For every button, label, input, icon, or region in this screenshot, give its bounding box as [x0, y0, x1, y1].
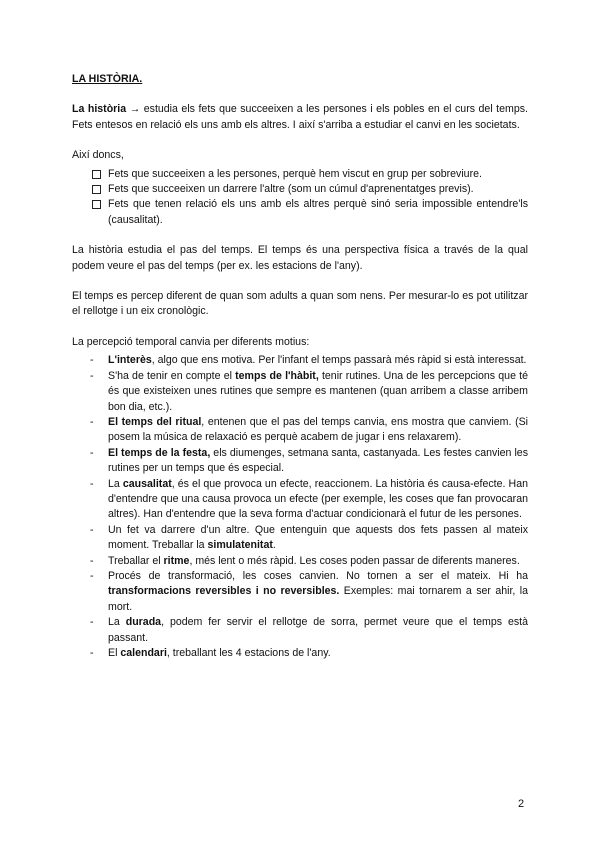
motiu-post: , podem fer servir el rellotge de sorra, permet veure que el temps està passant. — [108, 616, 528, 644]
dash-mark: - — [90, 369, 94, 382]
motiu-post: tenir rutines. Una de les percepcions que té és que existeixen unes rutines que sempre es mantenen (quan arribem a classe arribem bon dia, etc.). — [108, 369, 528, 413]
motiu-item — [72, 615, 528, 646]
arrow-glyph: → — [129, 103, 141, 116]
motiu-item — [72, 477, 528, 523]
intro-term: La història — [72, 103, 127, 116]
motiu-post: , treballant les 4 estacions de l'any. — [166, 647, 331, 659]
dash-mark: - — [90, 354, 94, 367]
checkbox-list — [92, 167, 528, 229]
motiu-post: , és el que provoca un efecte, reaccionem. La història és causa-efecte. Han d'entendre que una causa provoca un efecte (per exemple, les coses que fan provocaran altres). Han d'entendre que la seva forma d'actuar condicionarà el futur de les persones. — [108, 477, 528, 521]
page-title: LA HISTÒRIA. — [72, 73, 143, 85]
dash-mark: - — [90, 523, 94, 536]
paragraph-pas-temps: La història estudia el pas del temps. El temps és una perspectiva física a través de la qual podem veure el pas del temps (per ex. les estacions de l'any). — [72, 244, 528, 272]
motiu-bold: ritme — [163, 554, 190, 567]
motiu-pre: El — [108, 647, 121, 659]
motiu-bold: causalitat — [122, 477, 172, 490]
motiu-item — [72, 646, 528, 661]
motiu-pre: Un fet va darrere d'un altre. Que entenguin que aquests dos fets passen al mateix moment. Treballar la — [108, 523, 528, 552]
motiu-bold: El temps del ritual — [108, 415, 202, 428]
motiu-pre: S'ha de tenir en compte el — [108, 369, 236, 382]
motiu-bold: simulatenitat — [207, 539, 273, 552]
motiu-post: Exemples: mai tornarem a ser ahir, la mort. — [108, 585, 529, 613]
intro-text: estudia els fets que succeeixen a les persones i els pobles en el curs del temps. Fets entesos en relació els uns amb els altres. I així s'arriba a estudiar el canvi en les societats. — [72, 103, 528, 131]
page-content — [72, 72, 528, 661]
motiu-post: , entenen que el pas del temps canvia, ens mostra que canviem. (Si posem la música de relaxació es perquè acabem de jugar i ens relaxarem). — [108, 415, 529, 444]
motiu-bold: L'interès — [108, 354, 152, 367]
intro-paragraph — [72, 102, 528, 133]
motiu-item — [72, 369, 528, 415]
motius-intro: La percepció temporal canvia per diferents motius: — [72, 335, 310, 348]
dash-mark: - — [90, 477, 94, 490]
dash-mark: - — [90, 647, 94, 659]
checkbox-text: Fets que tenen relació els uns amb els altres perquè sinó seria impossible entendre'ls (causalitat). — [108, 198, 528, 226]
checkbox-item — [92, 197, 528, 228]
checkbox-icon — [92, 200, 101, 209]
motiu-item — [72, 569, 528, 615]
motiu-pre: Treballar el — [108, 554, 164, 567]
motiu-bold: calendari — [120, 647, 167, 659]
motiu-post: els diumenges, setmana santa, castanyada. Les festes canvien les rutines per un temps que és especial. — [108, 446, 528, 475]
motiu-item — [72, 353, 528, 368]
paragraph-percepcio: El temps es percep diferent de quan som adults a quan som nens. Per mesurar-lo es pot utilitzar el rellotge i un eix cronològic. — [72, 290, 528, 318]
motiu-bold: temps de l'hàbit, — [235, 369, 319, 382]
checkbox-text: Fets que succeeixen a les persones, perquè hem viscut en grup per sobreviure. — [108, 167, 482, 180]
checkbox-item — [92, 182, 528, 197]
motiu-pre: La — [108, 616, 126, 629]
motiu-item — [72, 446, 528, 477]
checkbox-icon — [92, 170, 101, 179]
page-number: 2 — [518, 798, 525, 810]
motiu-post: . — [272, 539, 276, 552]
motius-list — [72, 353, 528, 661]
checkbox-icon — [92, 185, 101, 194]
checkbox-item — [92, 167, 528, 182]
motiu-item — [72, 523, 528, 554]
motiu-bold: durada — [125, 616, 162, 629]
dash-mark: - — [90, 415, 94, 428]
motiu-bold: El temps de la festa, — [108, 446, 211, 459]
motiu-pre: La — [108, 477, 123, 490]
dash-mark: - — [90, 554, 94, 567]
aixi-doncs: Així doncs, — [72, 149, 124, 162]
dash-mark: - — [90, 446, 94, 459]
checkbox-text: Fets que succeeixen un darrere l'altre (som un cúmul d'aprenentatges previs). — [108, 183, 474, 196]
motiu-post: , algo que ens motiva. Per l'infant el temps passarà més ràpid si està interessat. — [151, 354, 527, 367]
dash-mark: - — [90, 569, 94, 582]
motiu-pre: Procés de transformació, les coses canvien. No tornen a ser el mateix. Hi ha — [108, 569, 528, 582]
dash-mark: - — [90, 616, 94, 629]
motiu-post: , més lent o més ràpid. Les coses poden passar de diferents maneres. — [189, 554, 520, 567]
motiu-bold: transformacions reversibles i no reversibles. — [108, 585, 340, 598]
motiu-item — [72, 415, 528, 446]
motiu-item — [72, 554, 528, 569]
